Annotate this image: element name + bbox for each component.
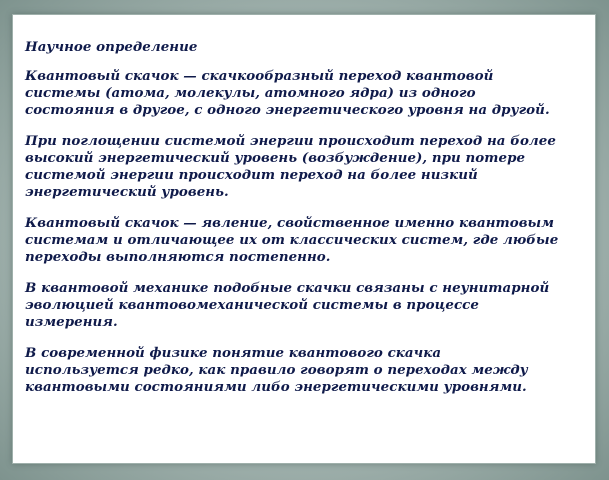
paragraph-quantum-phenomenon: [25, 215, 590, 266]
definition-card: [12, 14, 596, 464]
text-line: высокий энергетический уровень (возбуждение), при потере: [25, 150, 526, 166]
text-line: При поглощении системой энергии происходит переход на более: [25, 133, 556, 149]
text-line: В квантовой механике подобные скачки связаны с неунитарной: [25, 280, 550, 296]
text-line: системам и отличающее их от классических систем, где любые: [25, 232, 559, 248]
text-line: измерения.: [25, 314, 118, 330]
paragraph-modern-physics: [25, 345, 590, 396]
text-line: квантовыми состояниями либо энергетическими уровнями.: [25, 379, 527, 395]
text-line: эволюцией квантовомеханической системы в процессе: [25, 297, 479, 313]
text-line: Квантовый скачок — явление, свойственное именно квантовым: [25, 215, 555, 231]
paragraph-absorption: [25, 133, 590, 201]
text-line: переходы выполняются постепенно.: [25, 249, 331, 265]
heading: Научное определение: [25, 39, 198, 55]
definition-text: [25, 39, 590, 410]
text-line: состояния в другое, с одного энергетического уровня на другой.: [25, 102, 550, 118]
text-line: системы (атома, молекулы, атомного ядра) из одного: [25, 85, 476, 101]
text-line: В современной физике понятие квантового скачка: [25, 345, 442, 361]
text-line: системой энергии происходит переход на более низкий: [25, 167, 478, 183]
text-line: Квантовый скачок — скачкообразный переход квантовой: [25, 68, 494, 84]
text-line: используется редко, как правило говорят о переходах между: [25, 362, 528, 378]
text-line: энергетический уровень.: [25, 184, 229, 200]
paragraph-definition: [25, 68, 590, 119]
paragraph-quantum-mechanics: [25, 280, 590, 331]
